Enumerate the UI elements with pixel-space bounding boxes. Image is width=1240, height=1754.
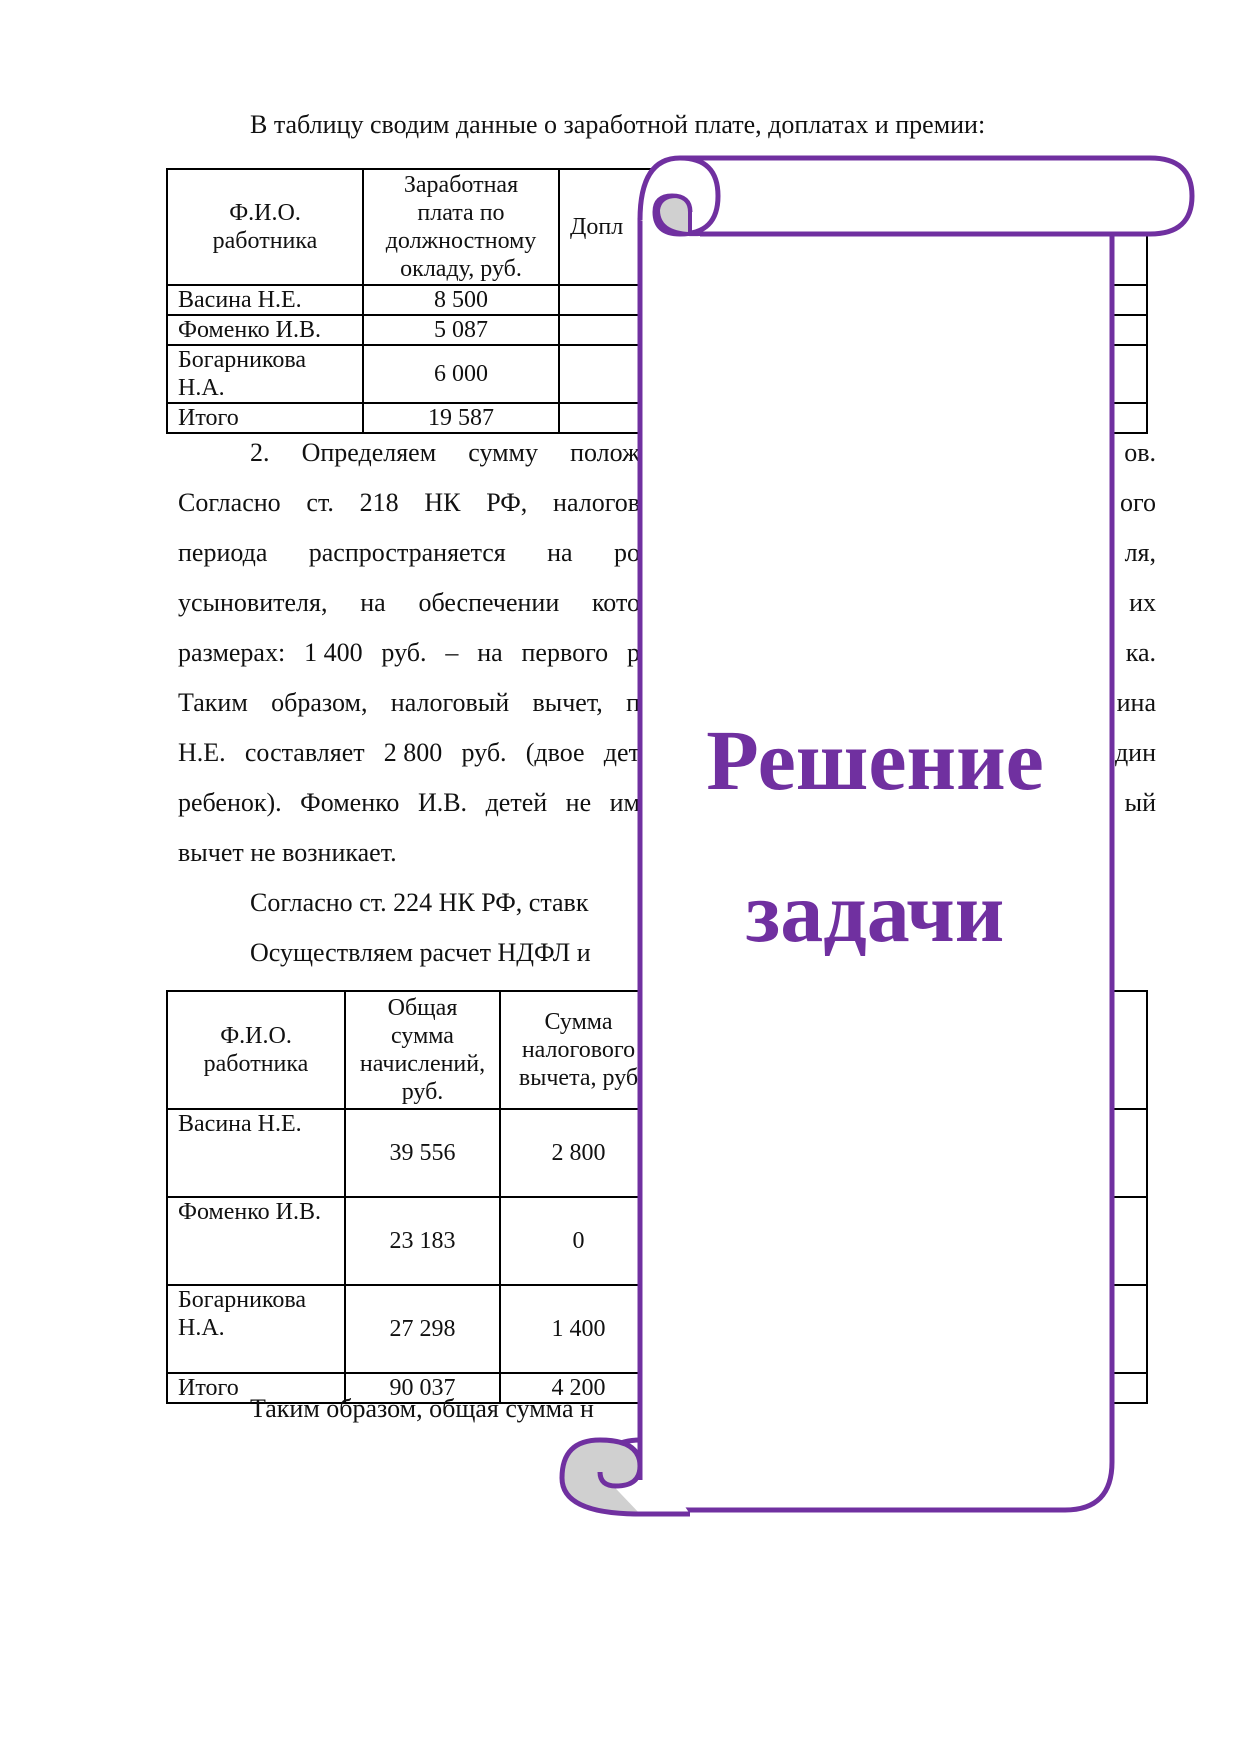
paragraph-line: Согласно ст. 218 НК РФ, налогов <box>178 488 640 517</box>
table-row-value: 6 000 <box>363 345 559 403</box>
table-row-name: Фоменко И.В. <box>167 315 363 345</box>
tax-rate-line: Согласно ст. 224 НК РФ, ставк <box>250 888 589 917</box>
paragraph-line: Таким образом, налоговый вычет, п <box>178 688 640 717</box>
table-row-value: 23 183 <box>345 1197 500 1285</box>
paragraph-line: вычет не возникает. <box>178 838 397 867</box>
scroll-bottom-curl <box>562 1440 640 1514</box>
table-row-value: 2 800 <box>500 1109 657 1197</box>
closing-line: Таким образом, общая сумма н <box>250 1394 594 1423</box>
banner-title-line1: Решение <box>706 712 1044 808</box>
paragraph-line: усыновителя, на обеспечении кото <box>178 588 640 617</box>
header-total: Общая сумма начислений, руб. <box>345 991 500 1109</box>
paragraph-line: периода распространяется на ро <box>178 538 640 567</box>
scroll-top-roll <box>640 158 1192 234</box>
header-bonus: Допл <box>559 169 1147 285</box>
table-row-value: 4 200 <box>500 1373 657 1403</box>
table-row-name: Васина Н.Е. <box>167 285 363 315</box>
table-row-value: 90 037 <box>345 1373 500 1403</box>
intro-text: В таблицу сводим данные о заработной плате, доплатах и премии: <box>250 110 986 139</box>
header-fio: Ф.И.О. работника <box>167 991 345 1109</box>
table-row-name: Богарникова Н.А. <box>167 1285 345 1373</box>
banner-title-line2: задачи <box>745 864 1005 960</box>
table-row-value: 5 087 <box>363 315 559 345</box>
table-row-value: 1 400 <box>500 1285 657 1373</box>
table-row-name: Итого <box>167 403 363 433</box>
table-row-name: Итого <box>167 1373 345 1403</box>
paragraph-right-fragments: ов. ого ля, их ка. ина дин ый <box>1114 438 1156 817</box>
table-row-name: Богарникова Н.А. <box>167 345 363 403</box>
table-row-value: 19 587 <box>363 403 559 433</box>
paragraph-line: ребенок). Фоменко И.В. детей не им <box>178 788 640 817</box>
header-deduction: Сумма налогового вычета, руб <box>500 991 657 1109</box>
header-salary: Заработная плата по должностному окладу, руб. <box>363 169 559 285</box>
table-row-value: 0 <box>500 1197 657 1285</box>
header-fio: Ф.И.О. работника <box>167 169 363 285</box>
paragraph-line: Н.Е. составляет 2 800 руб. (двое дет <box>178 738 640 767</box>
table-row-value: 8 500 <box>363 285 559 315</box>
table-row-name: Фоменко И.В. <box>167 1197 345 1285</box>
table-row-name: Васина Н.Е. <box>167 1109 345 1197</box>
ndfl-line: Осуществляем расчет НДФЛ и <box>250 938 591 967</box>
paragraph-line: размерах: 1 400 руб. – на первого р <box>178 638 640 667</box>
table-row-value: 27 298 <box>345 1285 500 1373</box>
paragraph-line: 2. Определяем сумму полож <box>250 438 640 467</box>
table-row-value: 39 556 <box>345 1109 500 1197</box>
